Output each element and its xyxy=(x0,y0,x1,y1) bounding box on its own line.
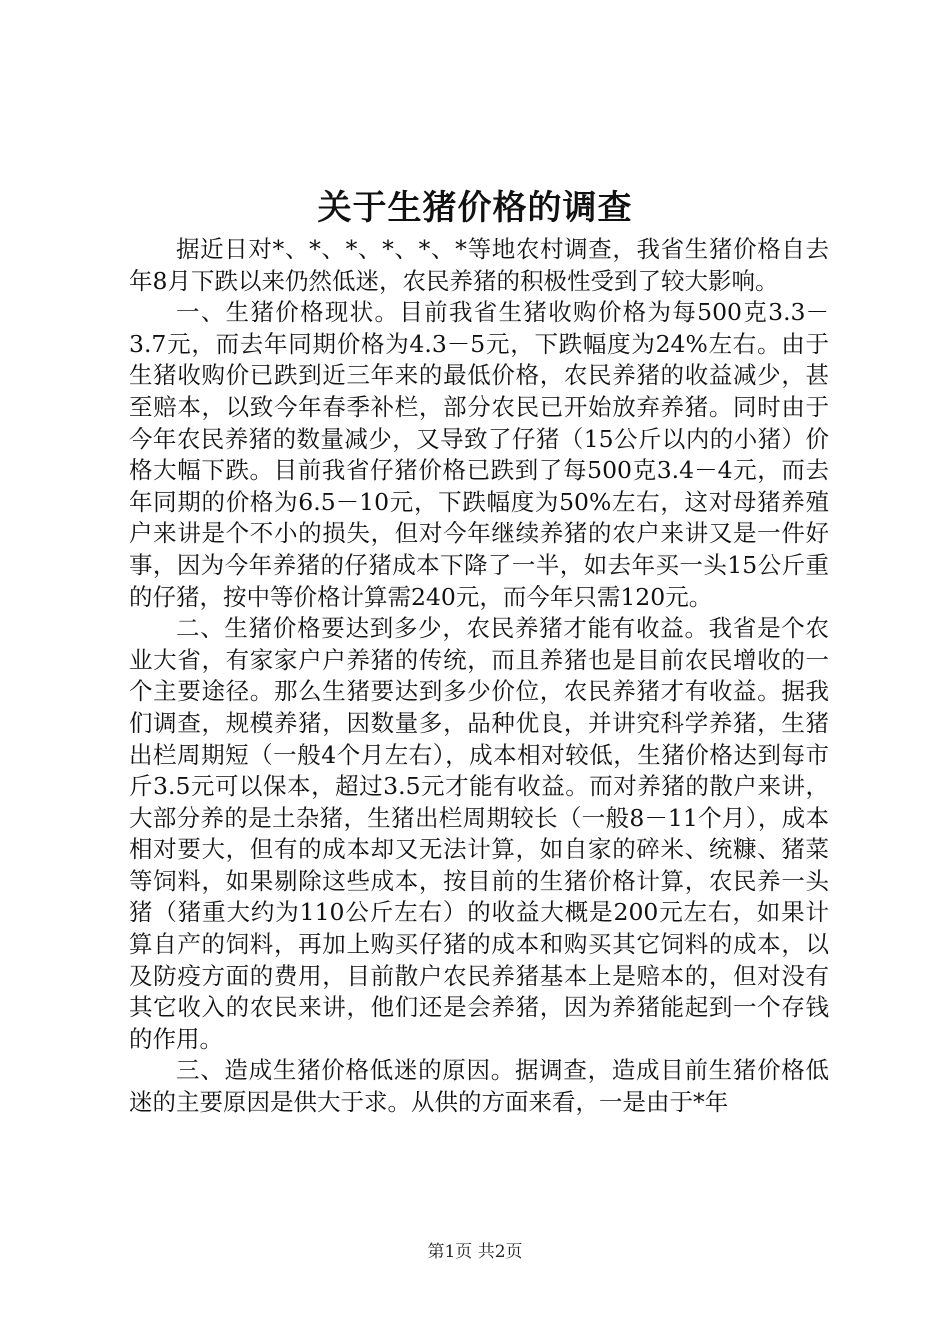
paragraph-section-1: 一、生猪价格现状。目前我省生猪收购价格为每500克3.3－3.7元，而去年同期价格为4.3－5元，下跌幅度为24%左右。由于生猪收购价已跌到近三年来的最低价格，农民养猪的收益减少，甚至赔本，以致今年春季补栏，部分农民已开始放弃养猪。同时由于今年农民养猪的数量减少，又导致了仔猪（15公斤以内的小猪）价格大幅下跌。目前我省仔猪价格已跌到了每500克3.4－4元，而去年同期的价格为6.5－10元，下跌幅度为50%左右，这对母猪养殖户来讲是个不小的损失，但对今年继续养猪的农户来讲又是一件好事，因为今年养猪的仔猪成本下降了一半，如去年买一头15公斤重的仔猪，按中等价格计算需240元，而今年只需120元。 xyxy=(129,298,829,611)
document-body xyxy=(129,234,829,1119)
document-title: 关于生猪价格的调查 xyxy=(317,188,633,228)
paragraph-intro: 据近日对*、*、*、*、*、*等地农村调查，我省生猪价格自去年8月下跌以来仍然低迷，农民养猪的积极性受到了较大影响。 xyxy=(129,235,829,295)
paragraph-section-3: 三、造成生猪价格低迷的原因。据调查，造成目前生猪价格低迷的主要原因是供大于求。从供的方面来看，一是由于*年 xyxy=(129,1056,829,1117)
page-number-footer: 第1页 共2页 xyxy=(427,1242,523,1262)
paragraph-section-2: 二、生猪价格要达到多少，农民养猪才能有收益。我省是个农业大省，有家家户户养猪的传统，而且养猪也是目前农民增收的一个主要途径。那么生猪要达到多少价位，农民养猪才有收益。据我们调查，规模养猪，因数量多，品种优良，并讲究科学养猪，生猪出栏周期短（一般4个月左右），成本相对较低，生猪价格达到每市斤3.5元可以保本，超过3.5元才能有收益。而对养猪的散户来讲，大部分养的是土杂猪，生猪出栏周期较长（一般8－11个月），成本相对要大，但有的成本却又无法计算，如自家的碎米、统糠、猪菜等饲料，如果剔除这些成本，按目前的生猪价格计算，农民养一头猪（猪重大约为110公斤左右）的收益大概是200元左右，如果计算自产的饲料，再加上购买仔猪的成本和购买其它饲料的成本，以及防疫方面的费用，目前散户农民养猪基本上是赔本的，但对没有其它收入的农民来讲，他们还是会养猪，因为养猪能起到一个存钱的作用。 xyxy=(129,614,829,1053)
